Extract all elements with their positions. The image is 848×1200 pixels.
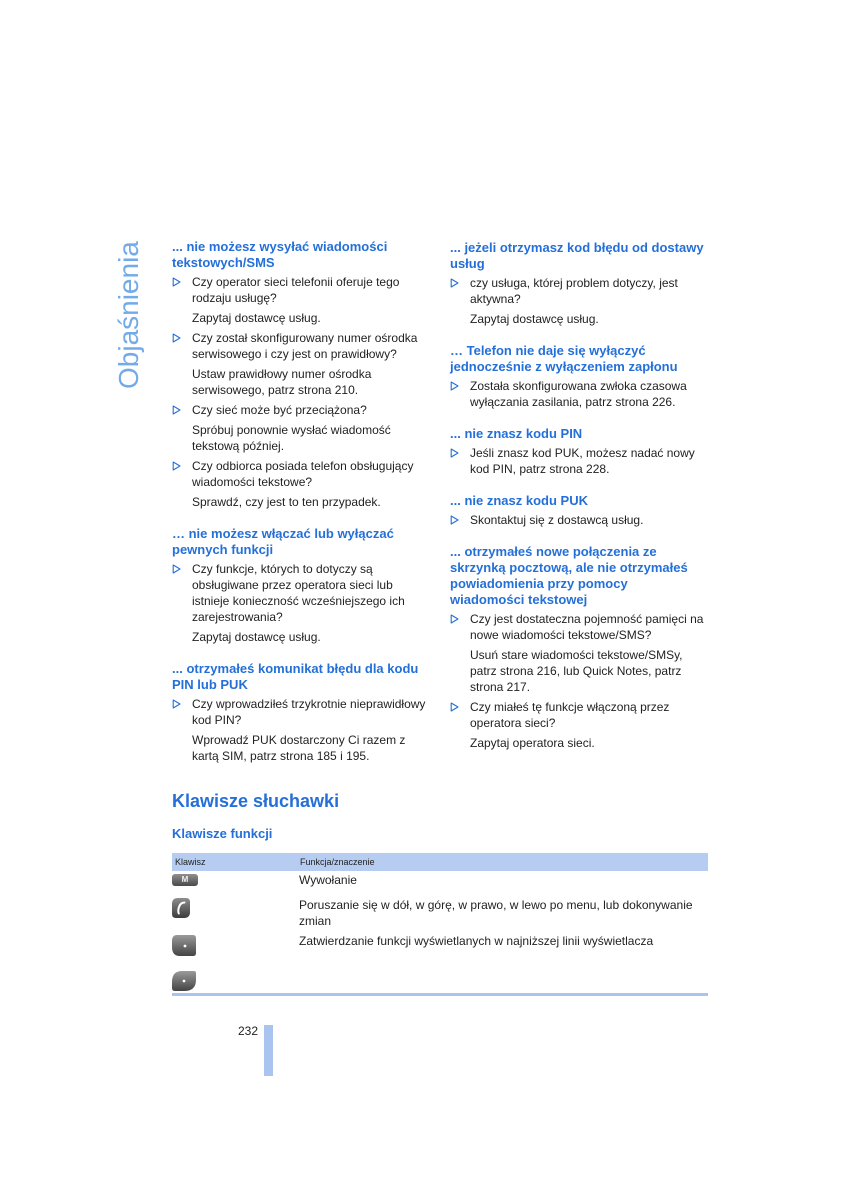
section-heading: ... nie możesz wysyłać wiadomości tekstowych/SMS	[172, 239, 388, 270]
bullet-text: Czy sieć może być przeciążona?	[192, 403, 367, 417]
section-heading: ... nie znasz kodu PUK	[450, 493, 588, 508]
triangle-bullet-icon	[450, 702, 459, 712]
triangle-bullet-icon	[450, 448, 459, 458]
section-mailbox	[450, 544, 715, 751]
section-puk-unknown	[450, 493, 715, 528]
bullet-text: Jeśli znasz kod PUK, możesz nadać nowy kod PIN, patrz strona 228.	[470, 446, 695, 476]
page-number: 232	[238, 1024, 259, 1038]
bullet-point	[450, 275, 715, 307]
section-phone-off	[450, 343, 715, 410]
note-text: Spróbuj ponownie wysłać wiadomość tekstową później.	[192, 423, 391, 453]
bullet-text: Czy funkcje, których to dotyczy są obsługiwane przez operatora sieci lub istnieje konieczność wcześniejszego ich zarejestrowania?	[192, 562, 405, 624]
section-heading: ... nie znasz kodu PIN	[450, 426, 583, 441]
note-text: Sprawdź, czy jest to ten przypadek.	[192, 495, 381, 509]
section-heading: ... otrzymałeś nowe połączenia ze skrzynką pocztową, ale nie otrzymałeś powiadomienia przy pomocy wiadomości tekstowej	[450, 544, 688, 607]
bullet-item	[450, 512, 715, 528]
left-soft-key-icon	[172, 935, 196, 956]
bullet-item	[450, 611, 715, 695]
function-text: Poruszanie się w dół, w górę, w prawo, w lewo po menu, lub dokonywanie zmian	[299, 898, 693, 928]
bullet-point	[450, 512, 715, 528]
section-provider-error	[450, 240, 715, 327]
bullet-point	[450, 445, 715, 477]
right-soft-key-icon	[172, 971, 196, 991]
bullet-item	[450, 445, 715, 477]
navigation-key-icon	[172, 898, 190, 918]
section-heading: … Telefon nie daje się wyłączyć jednocześnie z wyłączeniem zapłonu	[450, 343, 678, 374]
bullet-text: Skontaktuj się z dostawcą usług.	[470, 513, 644, 527]
section-sms	[172, 239, 437, 510]
note-text: Zapytaj dostawcę usług.	[192, 311, 321, 325]
key-cell	[172, 971, 196, 996]
bullet-item	[172, 561, 437, 645]
side-tab-label: Objaśnienia	[113, 241, 144, 389]
table-header	[172, 853, 708, 871]
table-bottom-rule	[172, 993, 708, 996]
note-text: Ustaw prawidłowy numer ośrodka serwisowego, patrz strona 210.	[192, 367, 372, 397]
bullet-text: czy usługa, której problem dotyczy, jest aktywna?	[470, 276, 678, 306]
section-title: Klawisze słuchawki	[172, 791, 340, 811]
bullet-point	[172, 696, 437, 728]
bullet-point	[450, 699, 715, 731]
section-subtitle: Klawisze funkcji	[172, 826, 273, 841]
bullet-item	[172, 330, 437, 398]
bullet-item	[172, 696, 437, 764]
table-row	[172, 871, 708, 895]
triangle-bullet-icon	[172, 564, 181, 574]
bullet-text: Czy wprowadziłeś trzykrotnie nieprawidłowy kod PIN?	[192, 697, 426, 727]
bullet-point	[172, 402, 437, 418]
m-key-label: M	[181, 875, 189, 884]
bullet-text: Czy odbiorca posiada telefon obsługujący wiadomości tekstowe?	[192, 459, 414, 489]
note-text: Zapytaj dostawcę usług.	[470, 312, 599, 326]
section-pin-unknown	[450, 426, 715, 477]
table-row	[172, 895, 708, 933]
bullet-item	[172, 274, 437, 326]
left-column	[172, 239, 437, 764]
bullet-text: Czy został skonfigurowany numer ośrodka serwisowego i czy jest on prawidłowy?	[192, 331, 418, 361]
bullet-point	[172, 458, 437, 490]
note-text: Wprowadź PUK dostarczony Ci razem z kartą SIM, patrz strona 185 i 195.	[192, 733, 406, 763]
triangle-bullet-icon	[450, 614, 459, 624]
bullet-point	[172, 561, 437, 625]
key-cell	[172, 898, 190, 923]
triangle-bullet-icon	[450, 381, 459, 391]
section-heading: … nie możesz włączać lub wyłączać pewnych funkcji	[172, 526, 394, 557]
bullet-text: Czy miałeś tę funkcje włączoną przez operatora sieci?	[470, 700, 670, 730]
table-row	[172, 967, 708, 993]
note-text: Zapytaj operatora sieci.	[470, 736, 595, 750]
note-text: Usuń stare wiadomości tekstowe/SMSy, patrz strona 216, lub Quick Notes, patrz strona 217.	[470, 648, 683, 694]
section-heading: ... jeżeli otrzymasz kod błędu od dostawy usług	[450, 240, 704, 271]
bullet-point	[172, 274, 437, 306]
key-cell	[172, 874, 198, 886]
key-cell	[172, 935, 196, 961]
bullet-point	[172, 330, 437, 362]
section-functions	[172, 526, 437, 645]
bullet-text: Czy operator sieci telefonii oferuje tego rodzaju usługę?	[192, 275, 400, 305]
bullet-item	[450, 699, 715, 751]
bullet-item	[172, 458, 437, 510]
m-key-icon	[172, 874, 198, 886]
function-text: Zatwierdzanie funkcji wyświetlanych w najniższej linii wyświetlacza	[299, 934, 654, 948]
bullet-item	[450, 275, 715, 327]
section-pin-puk-error	[172, 661, 437, 764]
triangle-bullet-icon	[450, 278, 459, 288]
note-text: Zapytaj dostawcę usług.	[192, 630, 321, 644]
bullet-item	[172, 402, 437, 454]
triangle-bullet-icon	[172, 461, 181, 471]
header-function: Funkcja/znaczenie	[300, 857, 375, 867]
header-key: Klawisz	[175, 857, 206, 867]
function-keys-table	[172, 853, 708, 996]
triangle-bullet-icon	[450, 515, 459, 525]
page-marker-bar	[264, 1025, 273, 1076]
triangle-bullet-icon	[172, 405, 181, 415]
bullet-point	[450, 378, 715, 410]
bullet-point	[450, 611, 715, 643]
bullet-text: Została skonfigurowana zwłoka czasowa wyłączania zasilania, patrz strona 226.	[470, 379, 687, 409]
function-text: Wywołanie	[299, 873, 357, 887]
bullet-item	[450, 378, 715, 410]
bullet-text: Czy jest dostateczna pojemność pamięci na nowe wiadomości tekstowe/SMS?	[470, 612, 704, 642]
triangle-bullet-icon	[172, 277, 181, 287]
triangle-bullet-icon	[172, 333, 181, 343]
triangle-bullet-icon	[172, 699, 181, 709]
table-row	[172, 933, 708, 967]
section-heading: ... otrzymałeś komunikat błędu dla kodu PIN lub PUK	[172, 661, 419, 692]
right-column	[450, 240, 715, 751]
